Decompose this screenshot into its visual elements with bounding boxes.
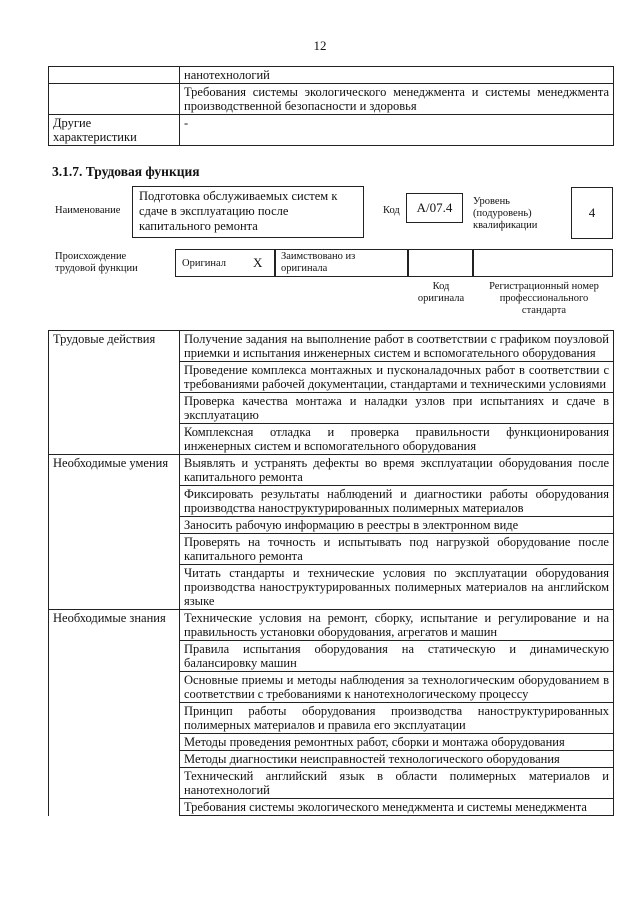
group-label	[49, 565, 180, 610]
row-label	[49, 67, 180, 84]
group-label	[49, 799, 180, 816]
continuation-table	[48, 66, 614, 146]
table-row	[49, 641, 614, 672]
group-label	[49, 424, 180, 455]
table-row	[49, 393, 614, 424]
requirement-item: Правила испытания оборудования на статическую и динамическую балансировку машин	[180, 641, 614, 672]
row-value: нанотехнологий	[180, 67, 614, 84]
requirement-item: Фиксировать результаты наблюдений и диагностики работы оборудования производства наноструктурированных полимерных материалов	[180, 486, 614, 517]
row-value: -	[180, 115, 614, 146]
group-label: Необходимые умения	[49, 455, 180, 486]
row-value: Требования системы экологического менеджмента и системы менеджмента производственной безопасности и здоровья	[180, 84, 614, 115]
original-label: Оригинал	[182, 258, 226, 269]
function-details-table	[48, 330, 614, 816]
table-row	[49, 734, 614, 751]
requirement-item: Технические условия на ремонт, сборку, испытание и регулирование и на правильность установки оборудования, агрегатов и машин	[180, 610, 614, 641]
group-label	[49, 393, 180, 424]
level-box	[571, 187, 613, 239]
row-label	[49, 84, 180, 115]
group-label: Необходимые знания	[49, 610, 180, 641]
table-row	[49, 517, 614, 534]
group-label	[49, 362, 180, 393]
requirement-item: Комплексная отладка и проверка правильности функционирования инженерных систем и вспомогательного оборудования	[180, 424, 614, 455]
table-row	[49, 703, 614, 734]
reg-number-box	[473, 249, 613, 277]
level-value: 4	[588, 205, 596, 220]
requirement-item: Проверять на точность и испытывать под нагрузкой оборудование после капитального ремонта	[180, 534, 614, 565]
group-label	[49, 641, 180, 672]
code-value: А/07.4	[416, 200, 453, 215]
requirement-item: Методы диагностики неисправностей технологического оборудования	[180, 751, 614, 768]
requirement-item: Принцип работы оборудования производства наноструктурированных полимерных материалов и правила его эксплуатации	[180, 703, 614, 734]
group-label	[49, 768, 180, 799]
name-label: Наименование	[55, 205, 121, 216]
table-row	[49, 486, 614, 517]
table-row	[49, 115, 614, 146]
table-row	[49, 610, 614, 641]
table-row	[49, 768, 614, 799]
table-row	[49, 331, 614, 362]
requirement-item: Заносить рабочую информацию в реестры в электронном виде	[180, 517, 614, 534]
group-label	[49, 751, 180, 768]
original-code-box	[408, 249, 473, 277]
requirement-item: Проведение комплекса монтажных и пусконаладочных работ в соответствии с требованиями рабочей документации, стандартами и техническими условиями	[180, 362, 614, 393]
requirement-item: Основные приемы и методы наблюдения за технологическим оборудованием в соответствии с требованиями к нанотехнологическому процессу	[180, 672, 614, 703]
requirement-item: Технический английский язык в области полимерных материалов и нанотехнологий	[180, 768, 614, 799]
group-label	[49, 517, 180, 534]
function-name-value: Подготовка обслуживаемых систем к сдаче в эксплуатацию после капитального ремонта	[139, 189, 338, 233]
table-row	[49, 672, 614, 703]
code-box	[406, 193, 463, 223]
code-caption: Код оригинала	[417, 281, 465, 304]
group-label	[49, 734, 180, 751]
table-row	[49, 455, 614, 486]
requirement-item: Требования системы экологического менеджмента и системы менеджмента	[180, 799, 614, 816]
table-row	[49, 565, 614, 610]
table-row	[49, 362, 614, 393]
requirement-item: Читать стандарты и технические условия по эксплуатации оборудования производства наноструктурированных полимерных материалов на английском языке	[180, 565, 614, 610]
reg-caption: Регистрационный номер профессионального стандарта	[489, 281, 599, 316]
level-label: Уровень (подуровень) квалификации	[473, 196, 538, 231]
group-label	[49, 672, 180, 703]
table-row	[49, 751, 614, 768]
code-label: Код	[383, 205, 400, 216]
table-row	[49, 84, 614, 115]
group-label: Трудовые действия	[49, 331, 180, 362]
requirement-item: Выявлять и устранять дефекты во время эксплуатации оборудования после капитального ремонта	[180, 455, 614, 486]
group-label	[49, 534, 180, 565]
group-label	[49, 703, 180, 734]
page-number: 12	[313, 38, 327, 53]
table-row	[49, 67, 614, 84]
requirement-item: Получение задания на выполнение работ в соответствии с графиком поузловой приемки и испытания инженерных систем и вспомогательного оборудования	[180, 331, 614, 362]
requirement-item: Проверка качества монтажа и наладки узлов при испытаниях и сдаче в эксплуатацию	[180, 393, 614, 424]
origin-label: Происхождение трудовой функции	[55, 251, 138, 274]
borrowed-label: Заимствовано из оригинала	[281, 251, 356, 274]
row-label: Другие характеристики	[49, 115, 180, 146]
table-row	[49, 424, 614, 455]
table-row	[49, 534, 614, 565]
group-label	[49, 486, 180, 517]
requirement-item: Методы проведения ремонтных работ, сборки и монтажа оборудования	[180, 734, 614, 751]
table-row	[49, 799, 614, 816]
original-mark: X	[253, 255, 263, 270]
function-name-box	[132, 186, 364, 238]
section-heading: 3.1.7. Трудовая функция	[52, 164, 200, 179]
